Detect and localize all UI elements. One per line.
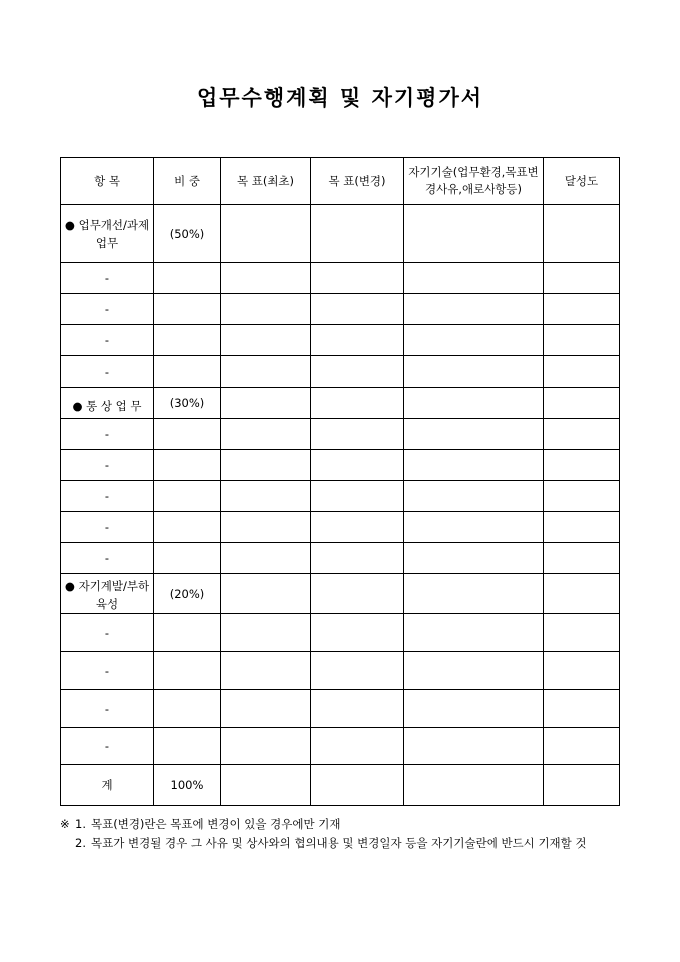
note-text: 목표(변경)란은 목표에 변경이 있을 경우에만 기재 xyxy=(91,817,341,831)
table-row xyxy=(61,543,620,574)
goal-changed-cell[interactable] xyxy=(311,614,404,652)
weight-cell[interactable] xyxy=(154,728,221,765)
dash-cell: - xyxy=(61,543,154,574)
self-description-cell[interactable] xyxy=(404,481,544,512)
goal-changed-cell[interactable] xyxy=(311,652,404,690)
weight-cell[interactable] xyxy=(154,419,221,450)
document-title: 업무수행계획 및 자기평가서 xyxy=(196,85,484,110)
goal-changed-cell[interactable] xyxy=(311,205,404,263)
achievement-cell[interactable] xyxy=(544,765,620,806)
dash-cell: - xyxy=(61,450,154,481)
self-description-cell[interactable] xyxy=(404,388,544,419)
self-description-cell[interactable] xyxy=(404,450,544,481)
dash-cell: - xyxy=(61,614,154,652)
header-weight: 비 중 xyxy=(154,158,221,205)
achievement-cell[interactable] xyxy=(544,325,620,356)
table-row xyxy=(61,263,620,294)
plan-table xyxy=(60,157,620,806)
self-description-cell[interactable] xyxy=(404,574,544,614)
goal-changed-cell[interactable] xyxy=(311,728,404,765)
weight-cell[interactable] xyxy=(154,356,221,388)
notes xyxy=(60,815,640,853)
table-row xyxy=(61,728,620,765)
self-description-cell[interactable] xyxy=(404,325,544,356)
achievement-cell[interactable] xyxy=(544,263,620,294)
self-description-cell[interactable] xyxy=(404,690,544,728)
dash-cell: - xyxy=(61,294,154,325)
goal-changed-cell[interactable] xyxy=(311,543,404,574)
dash-cell: - xyxy=(61,263,154,294)
achievement-cell[interactable] xyxy=(544,205,620,263)
goal-initial-cell[interactable] xyxy=(221,512,311,543)
goal-initial-cell[interactable] xyxy=(221,388,311,419)
header-goal-changed: 목 표(변경) xyxy=(311,158,404,205)
achievement-cell[interactable] xyxy=(544,481,620,512)
goal-initial-cell[interactable] xyxy=(221,205,311,263)
goal-initial-cell[interactable] xyxy=(221,652,311,690)
total-weight: 100% xyxy=(154,765,221,806)
section-row xyxy=(61,205,620,263)
table-row xyxy=(61,450,620,481)
weight-cell[interactable] xyxy=(154,481,221,512)
goal-initial-cell[interactable] xyxy=(221,263,311,294)
goal-changed-cell[interactable] xyxy=(311,690,404,728)
dash-cell: - xyxy=(61,690,154,728)
goal-changed-cell[interactable] xyxy=(311,356,404,388)
achievement-cell[interactable] xyxy=(544,574,620,614)
self-description-cell[interactable] xyxy=(404,512,544,543)
achievement-cell[interactable] xyxy=(544,690,620,728)
note-number: 2. xyxy=(75,836,86,850)
self-description-cell[interactable] xyxy=(404,294,544,325)
dash-cell: - xyxy=(61,419,154,450)
goal-initial-cell[interactable] xyxy=(221,614,311,652)
goal-initial-cell[interactable] xyxy=(221,543,311,574)
table-row xyxy=(61,356,620,388)
goal-initial-cell[interactable] xyxy=(221,294,311,325)
goal-changed-cell[interactable] xyxy=(311,388,404,419)
goal-changed-cell[interactable] xyxy=(311,765,404,806)
section-label: ● 자기계발/부하육성 xyxy=(61,574,154,614)
goal-changed-cell[interactable] xyxy=(311,294,404,325)
goal-changed-cell[interactable] xyxy=(311,512,404,543)
self-description-cell[interactable] xyxy=(404,614,544,652)
table-row xyxy=(61,690,620,728)
table-row xyxy=(61,325,620,356)
section-label: ● 통 상 업 무 xyxy=(61,388,154,419)
header-row xyxy=(61,158,620,205)
header-achievement: 달성도 xyxy=(544,158,620,205)
table-row xyxy=(61,419,620,450)
dash-cell: - xyxy=(61,728,154,765)
table-row xyxy=(61,294,620,325)
achievement-cell[interactable] xyxy=(544,652,620,690)
goal-initial-cell[interactable] xyxy=(221,765,311,806)
section-weight: (50%) xyxy=(154,205,221,263)
section-label: ● 업무개선/과제업무 xyxy=(61,205,154,263)
goal-changed-cell[interactable] xyxy=(311,263,404,294)
goal-initial-cell[interactable] xyxy=(221,356,311,388)
goal-changed-cell[interactable] xyxy=(311,419,404,450)
goal-initial-cell[interactable] xyxy=(221,325,311,356)
header-self-description: 자기기술(업무환경,목표변경사유,애로사항등) xyxy=(404,158,544,205)
total-label: 계 xyxy=(61,765,154,806)
self-description-cell[interactable] xyxy=(404,263,544,294)
table-row xyxy=(61,481,620,512)
note-2 xyxy=(60,834,640,853)
achievement-cell[interactable] xyxy=(544,356,620,388)
table-row xyxy=(61,652,620,690)
achievement-cell[interactable] xyxy=(544,294,620,325)
self-description-cell[interactable] xyxy=(404,419,544,450)
note-mark: ※ xyxy=(60,817,70,831)
self-description-cell[interactable] xyxy=(404,765,544,806)
goal-changed-cell[interactable] xyxy=(311,450,404,481)
dash-cell: - xyxy=(61,481,154,512)
self-description-cell[interactable] xyxy=(404,205,544,263)
achievement-cell[interactable] xyxy=(544,512,620,543)
goal-initial-cell[interactable] xyxy=(221,450,311,481)
weight-cell[interactable] xyxy=(154,690,221,728)
weight-cell[interactable] xyxy=(154,512,221,543)
goal-initial-cell[interactable] xyxy=(221,481,311,512)
section-weight: (20%) xyxy=(154,574,221,614)
total-row xyxy=(61,765,620,806)
section-row xyxy=(61,574,620,614)
goal-changed-cell[interactable] xyxy=(311,574,404,614)
achievement-cell[interactable] xyxy=(544,614,620,652)
note-1 xyxy=(60,815,640,834)
dash-cell: - xyxy=(61,356,154,388)
dash-cell: - xyxy=(61,512,154,543)
header-item: 항 목 xyxy=(61,158,154,205)
weight-cell[interactable] xyxy=(154,652,221,690)
self-description-cell[interactable] xyxy=(404,652,544,690)
dash-cell: - xyxy=(61,652,154,690)
goal-changed-cell[interactable] xyxy=(311,325,404,356)
goal-initial-cell[interactable] xyxy=(221,728,311,765)
weight-cell[interactable] xyxy=(154,450,221,481)
note-number: 1. xyxy=(75,817,86,831)
weight-cell[interactable] xyxy=(154,263,221,294)
goal-initial-cell[interactable] xyxy=(221,574,311,614)
weight-cell[interactable] xyxy=(154,325,221,356)
goal-initial-cell[interactable] xyxy=(221,419,311,450)
section-weight: (30%) xyxy=(154,388,221,419)
self-description-cell[interactable] xyxy=(404,728,544,765)
achievement-cell[interactable] xyxy=(544,728,620,765)
goal-changed-cell[interactable] xyxy=(311,481,404,512)
weight-cell[interactable] xyxy=(154,614,221,652)
table-row xyxy=(61,512,620,543)
weight-cell[interactable] xyxy=(154,294,221,325)
achievement-cell[interactable] xyxy=(544,388,620,419)
self-description-cell[interactable] xyxy=(404,356,544,388)
achievement-cell[interactable] xyxy=(544,419,620,450)
goal-initial-cell[interactable] xyxy=(221,690,311,728)
weight-cell[interactable] xyxy=(154,543,221,574)
self-description-cell[interactable] xyxy=(404,543,544,574)
section-row xyxy=(61,388,620,419)
achievement-cell[interactable] xyxy=(544,543,620,574)
header-goal-initial: 목 표(최초) xyxy=(221,158,311,205)
achievement-cell[interactable] xyxy=(544,450,620,481)
note-text: 목표가 변경될 경우 그 사유 및 상사와의 협의내용 및 변경일자 등을 자기기술란에 반드시 기재할 것 xyxy=(91,836,587,850)
table-row xyxy=(61,614,620,652)
dash-cell: - xyxy=(61,325,154,356)
